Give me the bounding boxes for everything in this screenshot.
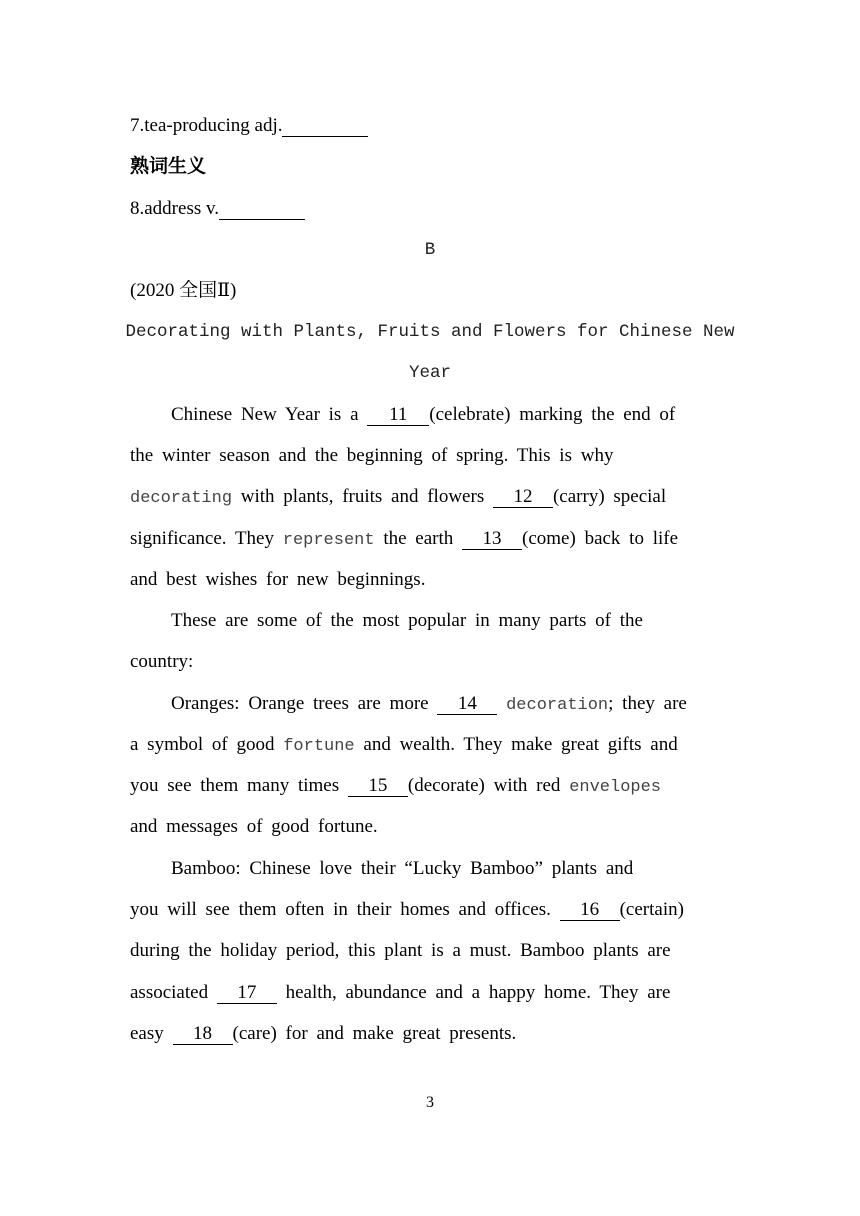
- blank-15[interactable]: 15: [348, 776, 408, 797]
- blank-14[interactable]: 14: [437, 694, 497, 715]
- paragraph-2-line-2: country:: [130, 651, 194, 672]
- paragraph-3-line-1: Oranges: Orange trees are more 14 decoration; they are: [171, 693, 687, 715]
- paragraph-4-line-2: you will see them often in their homes and offices. 16 (certain): [130, 899, 684, 920]
- paragraph-4-line-4: associated 17 health, abundance and a happy home. They are: [130, 982, 671, 1003]
- blank-12[interactable]: 12: [493, 487, 553, 508]
- paragraph-4-line-3: during the holiday period, this plant is a must. Bamboo plants are: [130, 940, 671, 961]
- blank-11[interactable]: 11: [367, 405, 429, 426]
- paragraph-1-line-3: decorating with plants, fruits and flowers 12 (carry) special: [130, 486, 667, 508]
- vocab-item-7: 7.tea-producing adj.: [130, 114, 730, 138]
- paragraph-4-line-5: easy 18 (care) for and make great presents.: [130, 1023, 517, 1044]
- paragraph-4-line-1: Bamboo: Chinese love their “Lucky Bamboo” plants and: [171, 858, 634, 879]
- vocab-item-8: 8.address v.: [130, 197, 730, 221]
- paragraph-1-line-1: Chinese New Year is a 11 (celebrate) marking the end of: [171, 404, 676, 425]
- answer-blank[interactable]: [219, 199, 305, 220]
- paragraph-2-line-1: These are some of the most popular in many parts of the: [171, 610, 643, 631]
- paragraph-1-line-2: the winter season and the beginning of spring. This is why: [130, 445, 614, 466]
- paragraph-1-line-4: significance. They represent the earth 13 (come) back to life: [130, 528, 679, 550]
- blank-18[interactable]: 18: [173, 1024, 233, 1045]
- passage-title-line-2: Year: [408, 363, 451, 383]
- source-note: (2020 全国Ⅱ): [130, 280, 237, 301]
- blank-13[interactable]: 13: [462, 529, 522, 550]
- paragraph-3-line-2: a symbol of good fortune and wealth. They make great gifts and: [130, 734, 678, 756]
- paragraph-3-line-4: and messages of good fortune.: [130, 816, 378, 837]
- answer-blank[interactable]: [282, 116, 368, 137]
- blank-17[interactable]: 17: [217, 983, 277, 1004]
- paragraph-1-line-5: and best wishes for new beginnings.: [130, 569, 426, 590]
- section-label: B: [424, 240, 436, 260]
- vocab-heading: 熟词生义: [130, 156, 207, 177]
- blank-16[interactable]: 16: [560, 900, 620, 921]
- page-number: 3: [426, 1094, 434, 1111]
- paragraph-3-line-3: you see them many times 15 (decorate) with red envelopes: [130, 775, 662, 797]
- passage-title-line-1: Decorating with Plants, Fruits and Flowers for Chinese New: [125, 322, 735, 342]
